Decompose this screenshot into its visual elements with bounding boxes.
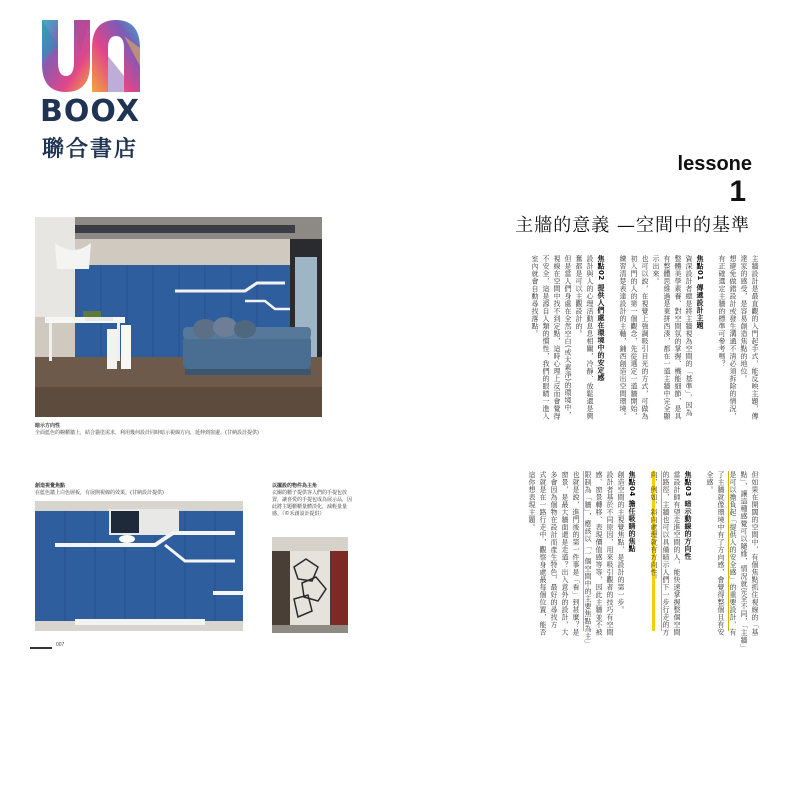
section-heading: 焦點03 暗示動線的方向性 [684, 471, 692, 560]
text-line: 多會因為個物在設計而產生特色，最好的尋找方 [550, 471, 558, 629]
text-line: 當設計師有望走進空間的人，能快速掌握整個空間 [673, 471, 681, 636]
text-row-top [462, 255, 758, 459]
object-caption-title: 以擺設的物件為主角 [272, 483, 318, 489]
text-line: 創造空間的主視覺焦點，是設計的第一步。 [617, 471, 625, 614]
text-line: 但如果在開闊的空間中，有個焦點抓住視線的「基 [751, 471, 759, 636]
text-line: 初入門的人的第一個觀念，先從選定一道牆開始， [630, 255, 638, 420]
section-heading: 焦點04 擔任吸睛的焦點 [628, 471, 636, 553]
text-line: 練習清楚表達設計的主軸，鋪西創造出空間環境。 [619, 255, 627, 420]
text-line [608, 255, 615, 459]
text-line: 主牆設計是最直觀的入門起手式，能反映主題，傳 [751, 255, 759, 420]
text-line: 了主牆就像環境中有了方向感，會覺得整個且有安 [717, 471, 725, 636]
text-line [707, 255, 714, 459]
text-line: 不安全，這是源自人類的慣性，我們的眼睛一進入 [542, 255, 550, 420]
text-line: 視線在空間中找不到定點，這時心理上反而會覺得 [553, 255, 561, 420]
text-line: 是可以擔負起「提供人的安全感」的重要設計，有 [729, 471, 737, 636]
object-caption-text: 玄關的櫃子提供客人們的手提包放置，讓喜愛的手提包成為展示品，因此將主題櫃櫃量體淡化，減輕量量感。（©禾創設計提供） [272, 490, 353, 517]
text-line: 設計與人的心理活動息息相關，冷靜、放鬆還是興 [586, 255, 594, 420]
text-line: 示出來。 [652, 255, 660, 285]
text-line: 資深設計者總是將主牆視為空間的「基準」，因為 [685, 255, 693, 417]
text-line: 向，例如，斜向處理就有方向性。 [650, 471, 657, 631]
text-line: 奮都是可以主觀設計的。 [575, 255, 583, 338]
text-line: 達家的感受，是容易創造焦點的地位。 [740, 255, 748, 383]
logo-wordmark: BOOX [40, 94, 140, 129]
main-photo-caption [35, 423, 322, 437]
object-photo-caption [272, 483, 352, 518]
text-line: 的路徑，主牆也可以具備暗示人們下一步行走的方 [662, 471, 670, 636]
text-line: 這你想表現主題。 [528, 471, 536, 531]
main-caption-title: 暗示方向性 [35, 423, 61, 429]
text-line: 但是當人們身處在全然空白(或太素淨)的環境中， [564, 255, 572, 419]
store-logo [36, 16, 146, 166]
text-line [695, 471, 702, 631]
section-heading: 焦點01 傳遞設計主題 [696, 255, 704, 329]
living-room-photo [35, 217, 322, 417]
text-line: 感、窗景轉移、表現價值感等等，因此主牆並不被 [595, 471, 603, 636]
lesson-title: 主牆的意義 —空間中的基準 [515, 215, 750, 236]
logo-un-letters [40, 16, 140, 94]
text-line: 全感。 [706, 471, 714, 494]
logo-chinese-name: 聯合書店 [41, 136, 138, 162]
text-line: 有正確選定主牆的標準可參考嗎？ [718, 255, 726, 368]
text-line: 窗景，是最大牆面還是走道？出入意外的設計，大 [561, 471, 569, 636]
text-line: 有整體思維過是東拼西湊，都在一道主牆中完全顯 [663, 255, 671, 420]
section-heading: 焦點02 提供人們處在環境中的安定感 [597, 255, 605, 382]
text-line: 也就是說，進門後的第一件事是「看」到甚麼？是 [572, 471, 580, 636]
cabinet-caption-title: 創造視覺焦點 [35, 483, 66, 489]
text-line: 想避免做錯設計或發生溝通不清必須拆除的情況， [729, 255, 737, 420]
entryway-object-photo [272, 537, 348, 633]
text-line: 點」，讓這種感覺可以隨緣，情況就完全不同，「主牆」 [740, 471, 748, 652]
main-caption-text: 全面藍色的櫥櫃牆上，結合貓塗需求，利用幾何設計同時暗示視線方向，延伸到窗邊。(甘納設計提供) [35, 430, 259, 436]
text-line: 室內就會自動尋找落點。 [531, 255, 539, 338]
text-line [639, 471, 646, 631]
lesson-label: lessone [677, 153, 752, 175]
article-body [462, 255, 759, 652]
cabinet-wall-photo [35, 501, 243, 631]
text-line: 整體美學素養、對空間氛的掌握、機能細節，是具 [674, 255, 682, 420]
text-line: 式就是在一路行走中，觀察身處最每個位置，能否 [539, 471, 547, 636]
text-line: 設計者基於不同原因，用來吸引觀者的技巧有空間 [606, 471, 614, 636]
lesson-number: 1 [729, 175, 746, 208]
cabinet-caption-text: 在藍色牆上白色層板，有展開視線的效果。(甘納設計提供) [35, 490, 164, 496]
text-line: 限制為「牆」，應該以「一個空間中的主要焦點為主」 [584, 471, 592, 648]
cabinet-photo-caption [35, 483, 243, 497]
page-number: 007 [56, 642, 65, 648]
text-line: 也可以說，在視覺上強調吸引目光的方式，可做為 [641, 255, 649, 420]
book-spread [30, 145, 780, 652]
text-row-bottom [462, 471, 759, 652]
footer-rule [30, 647, 52, 649]
